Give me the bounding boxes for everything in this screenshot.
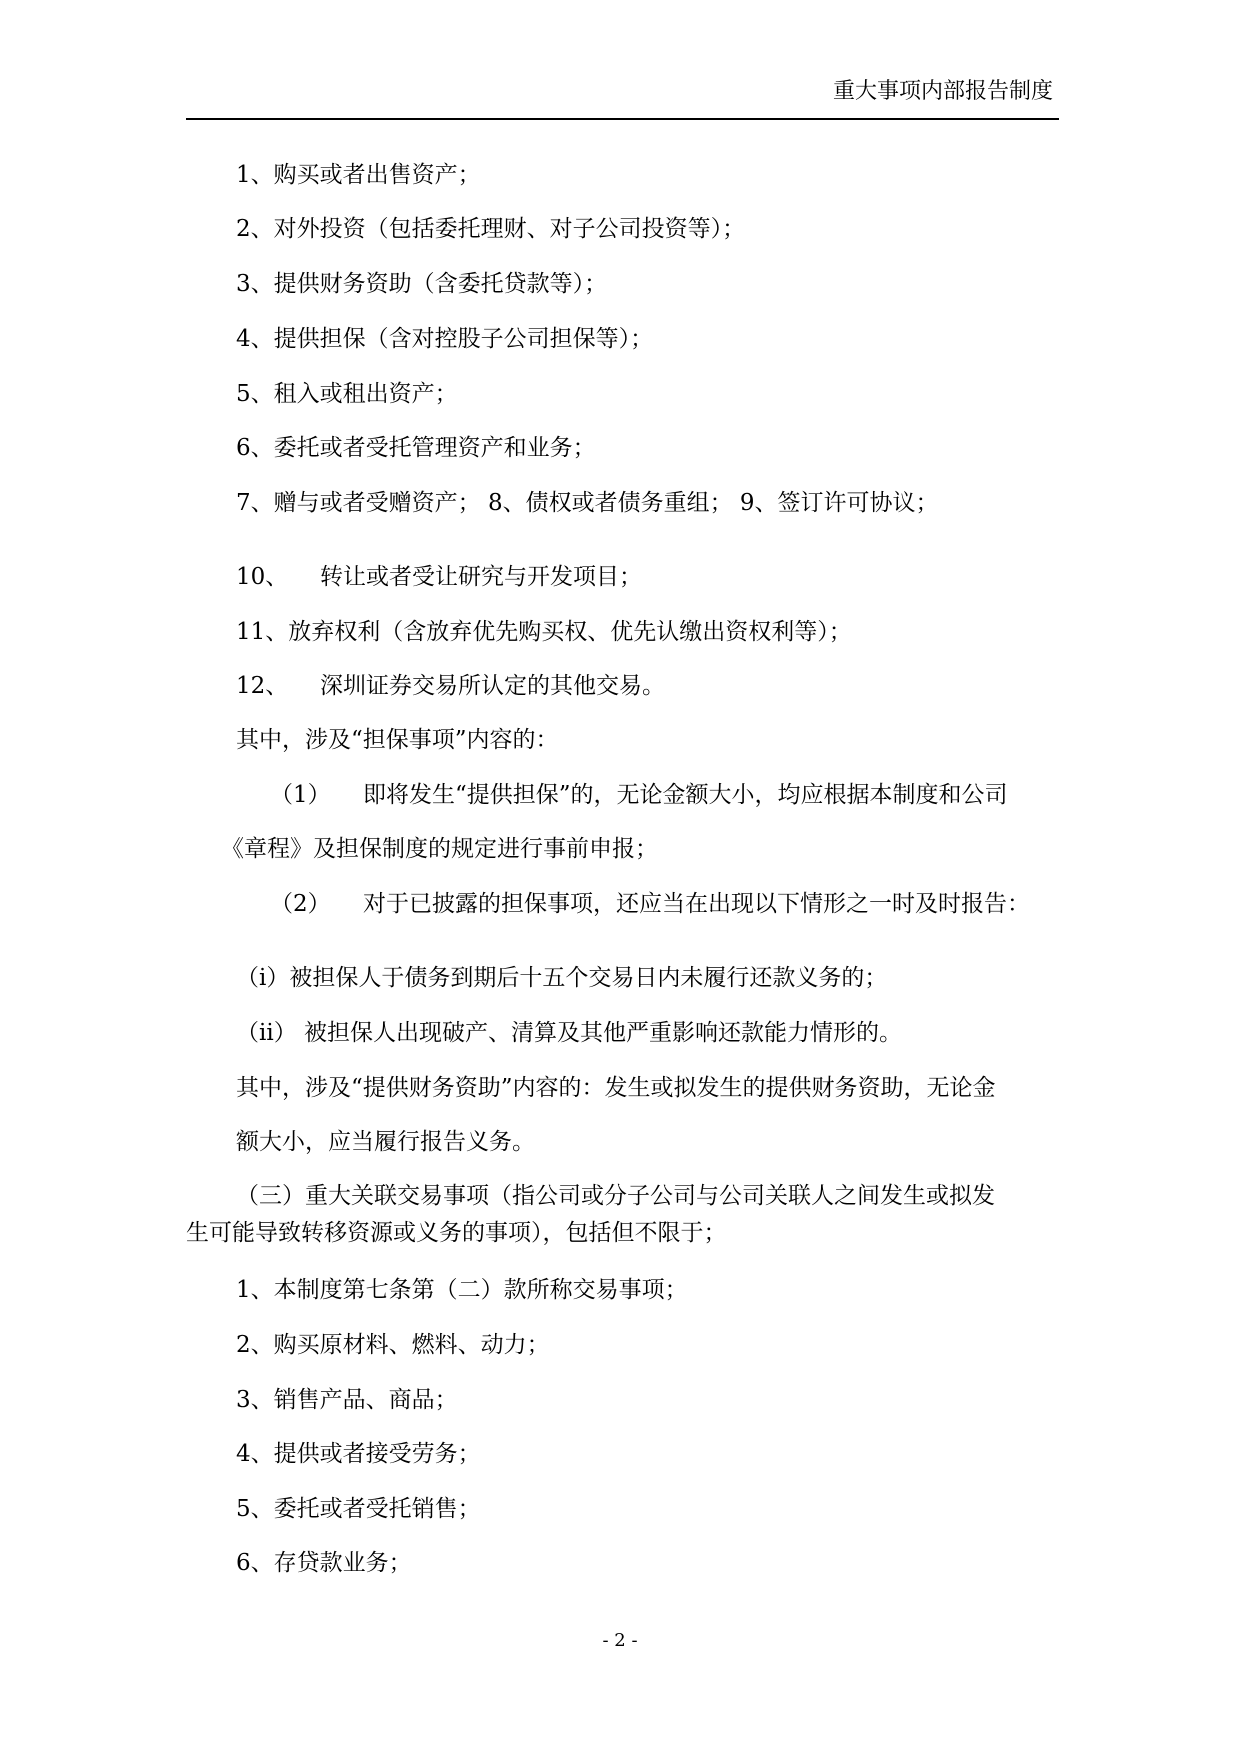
- list-item: 5、委托或者受托销售；: [236, 1496, 481, 1522]
- sub-clause: （i）被担保人于债务到期后十五个交易日内未履行还款义务的；: [236, 965, 888, 991]
- list-item: 3、提供财务资助（含委托贷款等）；: [236, 271, 608, 297]
- list-item: 4、提供或者接受劳务；: [236, 1441, 481, 1467]
- list-item-text: 转让或者受让研究与开发项目；: [320, 564, 642, 590]
- list-item: 1、本制度第七条第（二）款所称交易事项；: [236, 1277, 688, 1303]
- guarantee-intro: 其中，涉及“担保事项”内容的：: [236, 727, 559, 753]
- list-item: 11、放弃权利（含放弃优先购买权、优先认缴出资权利等）；: [236, 619, 852, 645]
- list-item: 5、租入或租出资产；: [236, 381, 458, 407]
- list-item-number: 12、: [236, 673, 289, 699]
- sub-clause: （ii） 被担保人出现破产、清算及其他严重影响还款能力情形的。: [236, 1020, 903, 1046]
- list-item-number: 10、: [236, 564, 289, 590]
- section-heading-continuation: 生可能导致转移资源或义务的事项），包括但不限于；: [186, 1220, 727, 1246]
- header-rule: [186, 118, 1059, 120]
- list-item: 7、赠与或者受赠资产； 8、债权或者债务重组； 9、签订许可协议；: [236, 490, 939, 516]
- clause-text: 即将发生“提供担保”的，无论金额大小，均应根据本制度和公司: [363, 782, 1008, 808]
- list-item-text: 深圳证券交易所认定的其他交易。: [320, 673, 665, 699]
- header-title: 重大事项内部报告制度: [832, 79, 1053, 104]
- section-heading: （三）重大关联交易事项（指公司或分子公司与公司关联人之间发生或拟发: [236, 1183, 995, 1209]
- clause-text: 对于已披露的担保事项，还应当在出现以下情形之一时及时报告：: [363, 891, 1030, 917]
- clause-number: （2）: [270, 891, 331, 917]
- list-item: 2、对外投资（包括委托理财、对子公司投资等）；: [236, 216, 746, 242]
- list-item: 1、购买或者出售资产；: [236, 162, 481, 188]
- list-item: 6、委托或者受托管理资产和业务；: [236, 435, 596, 461]
- list-item: 3、销售产品、商品；: [236, 1387, 458, 1413]
- list-item: 4、提供担保（含对控股子公司担保等）；: [236, 326, 654, 352]
- page-number: - 2 -: [602, 1630, 638, 1651]
- list-item: 2、购买原材料、燃料、动力；: [236, 1332, 550, 1358]
- list-item: 6、存贷款业务；: [236, 1550, 412, 1576]
- paragraph-line: 其中，涉及“提供财务资助”内容的：发生或拟发生的提供财务资助，无论金: [236, 1075, 996, 1101]
- clause-number: （1）: [270, 782, 331, 808]
- paragraph-line: 额大小，应当履行报告义务。: [236, 1129, 535, 1155]
- clause-continuation: 《章程》及担保制度的规定进行事前申报；: [221, 836, 658, 862]
